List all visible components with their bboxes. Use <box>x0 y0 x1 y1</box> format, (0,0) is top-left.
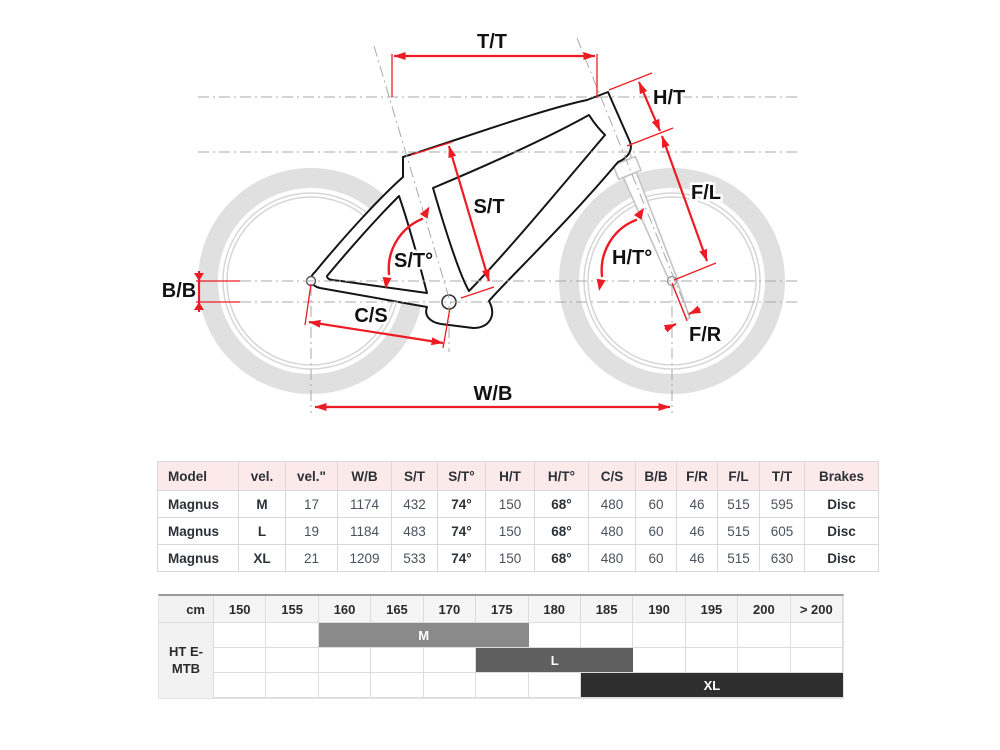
size-chart-cell <box>686 648 738 673</box>
size-chart-cell <box>424 648 476 673</box>
spec-cell: 68° <box>535 491 589 518</box>
size-chart-cell <box>738 648 790 673</box>
spec-cell: 150 <box>486 545 535 572</box>
size-chart-cell <box>686 623 738 648</box>
size-chart-row-label: HT E-MTB <box>159 623 214 698</box>
spec-cell: 483 <box>392 518 438 545</box>
size-bar-xl: XL <box>581 673 843 697</box>
size-chart-cell <box>319 673 371 698</box>
size-chart-cell <box>738 623 790 648</box>
height-column-header: 200 <box>738 596 790 623</box>
label-top-tube: T/T <box>477 31 507 53</box>
spec-column-header: B/B <box>636 462 677 491</box>
spec-column-header: vel. <box>239 462 286 491</box>
spec-cell: 68° <box>535 518 589 545</box>
size-bar-m: M <box>319 623 529 647</box>
spec-column-header: C/S <box>589 462 636 491</box>
height-column-header: 165 <box>371 596 423 623</box>
spec-cell: 595 <box>760 491 805 518</box>
label-fork-length: F/L <box>691 182 721 204</box>
size-chart-cell <box>214 623 266 648</box>
label-fork-rake: F/R <box>689 324 722 346</box>
label-wheelbase: W/B <box>473 383 513 405</box>
spec-cell: 74° <box>438 545 486 572</box>
size-chart <box>158 594 844 699</box>
spec-cell: 150 <box>486 518 535 545</box>
spec-cell: 480 <box>589 545 636 572</box>
height-column-header: 160 <box>319 596 371 623</box>
spec-cell: 60 <box>636 491 677 518</box>
size-chart-cell <box>266 623 318 648</box>
label-chainstay: C/S <box>354 305 388 327</box>
height-column-header: 185 <box>581 596 633 623</box>
size-chart-cell <box>319 648 371 673</box>
size-chart-cell <box>266 673 318 698</box>
size-chart-cell <box>529 673 581 698</box>
spec-column-header: S/T° <box>438 462 486 491</box>
geometry-table <box>157 461 879 572</box>
spec-cell: 46 <box>677 518 718 545</box>
spec-cell: 150 <box>486 491 535 518</box>
spec-cell: Disc <box>805 545 879 572</box>
size-chart-cell <box>214 648 266 673</box>
label-seat-angle: S/T° <box>394 250 434 272</box>
spec-cell: Magnus <box>158 491 239 518</box>
table-row <box>158 491 879 518</box>
spec-cell: Magnus <box>158 545 239 572</box>
size-chart-cell <box>529 623 581 648</box>
spec-column-header: S/T <box>392 462 438 491</box>
height-column-header: 195 <box>686 596 738 623</box>
spec-cell: L <box>239 518 286 545</box>
size-chart-cell <box>476 673 528 698</box>
height-column-header: 180 <box>529 596 581 623</box>
spec-cell: 74° <box>438 491 486 518</box>
spec-cell: 68° <box>535 545 589 572</box>
spec-cell: 17 <box>286 491 338 518</box>
label-head-angle: H/T° <box>612 247 653 269</box>
label-bottom-bracket: B/B <box>161 280 197 302</box>
size-chart-cell <box>371 648 423 673</box>
height-column-header: 155 <box>266 596 318 623</box>
spec-cell: 515 <box>718 545 760 572</box>
spec-cell: 46 <box>677 491 718 518</box>
table-row <box>158 518 879 545</box>
spec-column-header: Model <box>158 462 239 491</box>
height-column-header: 190 <box>633 596 685 623</box>
spec-cell: 21 <box>286 545 338 572</box>
spec-cell: 605 <box>760 518 805 545</box>
height-column-header: > 200 <box>791 596 843 623</box>
spec-cell: 1184 <box>338 518 392 545</box>
spec-cell: 1209 <box>338 545 392 572</box>
size-chart-cell <box>791 623 843 648</box>
geometry-table-header-row <box>158 462 879 491</box>
spec-column-header: Brakes <box>805 462 879 491</box>
size-chart-cell <box>633 623 685 648</box>
spec-column-header: vel." <box>286 462 338 491</box>
spec-cell: 432 <box>392 491 438 518</box>
size-chart-cell <box>633 648 685 673</box>
table-row <box>158 545 879 572</box>
spec-cell: 630 <box>760 545 805 572</box>
label-seat-tube: S/T <box>473 196 505 218</box>
spec-column-header: H/T° <box>535 462 589 491</box>
spec-cell: 515 <box>718 491 760 518</box>
spec-cell: Disc <box>805 518 879 545</box>
spec-cell: 60 <box>636 518 677 545</box>
spec-column-header: T/T <box>760 462 805 491</box>
spec-cell: 60 <box>636 545 677 572</box>
spec-cell: 533 <box>392 545 438 572</box>
height-column-header: 170 <box>424 596 476 623</box>
spec-cell: 19 <box>286 518 338 545</box>
size-chart-cell <box>791 648 843 673</box>
spec-cell: 1174 <box>338 491 392 518</box>
spec-cell: Disc <box>805 491 879 518</box>
spec-cell: 480 <box>589 518 636 545</box>
height-column-header: 150 <box>214 596 266 623</box>
size-chart-unit-label: cm <box>159 596 214 623</box>
size-chart-cell <box>266 648 318 673</box>
label-head-tube: H/T <box>653 87 686 109</box>
spec-cell: 480 <box>589 491 636 518</box>
size-bar-l: L <box>476 648 633 672</box>
height-column-header: 175 <box>476 596 528 623</box>
size-chart-cell <box>581 623 633 648</box>
spec-column-header: H/T <box>486 462 535 491</box>
spec-cell: 46 <box>677 545 718 572</box>
size-chart-cell <box>424 673 476 698</box>
spec-column-header: F/R <box>677 462 718 491</box>
size-chart-cell <box>214 673 266 698</box>
size-chart-cell <box>371 673 423 698</box>
spec-cell: 515 <box>718 518 760 545</box>
spec-column-header: W/B <box>338 462 392 491</box>
spec-cell: Magnus <box>158 518 239 545</box>
spec-cell: M <box>239 491 286 518</box>
spec-cell: 74° <box>438 518 486 545</box>
spec-column-header: F/L <box>718 462 760 491</box>
spec-cell: XL <box>239 545 286 572</box>
